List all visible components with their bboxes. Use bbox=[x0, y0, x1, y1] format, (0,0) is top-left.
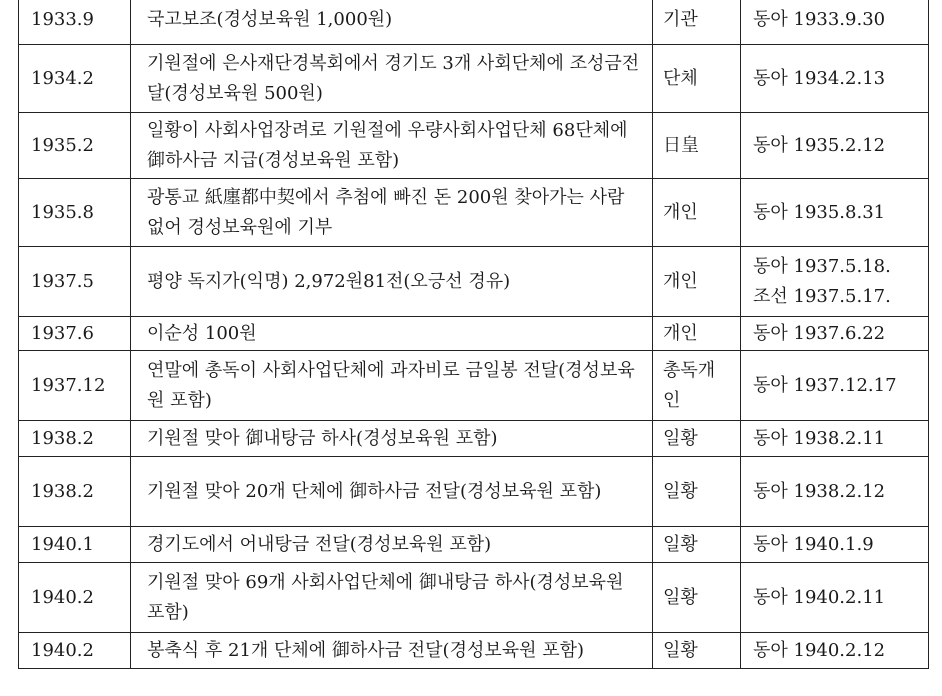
content-cell: 기원절 맞아 御내탕금 하사(경성보육원 포함) bbox=[131, 421, 653, 457]
table-row bbox=[19, 45, 929, 113]
table-row bbox=[19, 421, 929, 457]
date-cell: 1935.2 bbox=[19, 113, 131, 179]
date-cell: 1938.2 bbox=[19, 421, 131, 457]
source-line: 동아 1940.2.11 bbox=[753, 586, 886, 608]
source-line: 동아 1938.2.12 bbox=[753, 480, 886, 502]
source-cell bbox=[741, 247, 929, 317]
actor-cell: 일황 bbox=[653, 563, 741, 633]
source-cell bbox=[741, 527, 929, 563]
source-line: 동아 1937.5.18. bbox=[753, 255, 891, 277]
source-cell bbox=[741, 563, 929, 633]
source-line: 동아 1933.9.30 bbox=[753, 8, 886, 30]
content-cell: 기원절 맞아 69개 사회사업단체에 御내탕금 하사(경성보육원 포함) bbox=[131, 563, 653, 633]
source-cell bbox=[741, 457, 929, 527]
source-cell bbox=[741, 113, 929, 179]
actor-cell: 일황 bbox=[653, 421, 741, 457]
source-cell bbox=[741, 317, 929, 351]
source-line: 동아 1940.2.12 bbox=[753, 639, 886, 661]
source-cell bbox=[741, 179, 929, 247]
table-row bbox=[19, 247, 929, 317]
source-line: 동아 1938.2.11 bbox=[753, 427, 886, 449]
source-cell bbox=[741, 633, 929, 669]
content-cell: 국고보조(경성보육원 1,000원) bbox=[131, 0, 653, 45]
date-cell: 1940.2 bbox=[19, 563, 131, 633]
content-cell: 봉축식 후 21개 단체에 御하사금 전달(경성보육원 포함) bbox=[131, 633, 653, 669]
content-cell: 일황이 사회사업장려로 기원절에 우량사회사업단체 68단체에 御하사금 지급(경성보육원 포함) bbox=[131, 113, 653, 179]
content-cell: 광통교 紙廛都中契에서 추첨에 빠진 돈 200원 찾아가는 사람 없어 경성보육원에 기부 bbox=[131, 179, 653, 247]
actor-cell: 일황 bbox=[653, 457, 741, 527]
actor-cell: 개인 bbox=[653, 317, 741, 351]
date-cell: 1940.2 bbox=[19, 633, 131, 669]
date-cell: 1937.5 bbox=[19, 247, 131, 317]
content-cell: 기원절 맞아 20개 단체에 御하사금 전달(경성보육원 포함) bbox=[131, 457, 653, 527]
source-cell bbox=[741, 45, 929, 113]
source-line: 동아 1935.2.12 bbox=[753, 134, 886, 156]
content-cell: 경기도에서 어내탕금 전달(경성보육원 포함) bbox=[131, 527, 653, 563]
content-cell: 평양 독지가(익명) 2,972원81전(오긍선 경유) bbox=[131, 247, 653, 317]
table-row bbox=[19, 633, 929, 669]
actor-cell: 총독개인 bbox=[653, 351, 741, 421]
table-row bbox=[19, 0, 929, 45]
actor-cell: 개인 bbox=[653, 247, 741, 317]
actor-cell: 일황 bbox=[653, 633, 741, 669]
source-cell bbox=[741, 0, 929, 45]
actor-cell: 단체 bbox=[653, 45, 741, 113]
date-cell: 1935.8 bbox=[19, 179, 131, 247]
date-cell: 1940.1 bbox=[19, 527, 131, 563]
date-cell: 1933.9 bbox=[19, 0, 131, 45]
actor-cell: 기관 bbox=[653, 0, 741, 45]
table-row bbox=[19, 527, 929, 563]
table-row bbox=[19, 563, 929, 633]
source-cell bbox=[741, 351, 929, 421]
source-line: 동아 1940.1.9 bbox=[753, 533, 874, 555]
date-cell: 1937.12 bbox=[19, 351, 131, 421]
source-line: 동아 1937.6.22 bbox=[753, 322, 886, 344]
source-line: 동아 1935.8.31 bbox=[753, 201, 886, 223]
table-row bbox=[19, 351, 929, 421]
source-line: 조선 1937.5.17. bbox=[753, 285, 891, 307]
table-row bbox=[19, 179, 929, 247]
actor-cell: 일황 bbox=[653, 527, 741, 563]
date-cell: 1934.2 bbox=[19, 45, 131, 113]
source-cell bbox=[741, 421, 929, 457]
content-cell: 기원절에 은사재단경복회에서 경기도 3개 사회단체에 조성금전달(경성보육원 500원) bbox=[131, 45, 653, 113]
table-row bbox=[19, 113, 929, 179]
source-line: 동아 1934.2.13 bbox=[753, 67, 886, 89]
content-cell: 이순성 100원 bbox=[131, 317, 653, 351]
actor-cell: 日皇 bbox=[653, 113, 741, 179]
table-row bbox=[19, 317, 929, 351]
source-line: 동아 1937.12.17 bbox=[753, 374, 897, 396]
date-cell: 1937.6 bbox=[19, 317, 131, 351]
donation-records-table bbox=[18, 0, 929, 669]
content-cell: 연말에 총독이 사회사업단체에 과자비로 금일봉 전달(경성보육원 포함) bbox=[131, 351, 653, 421]
date-cell: 1938.2 bbox=[19, 457, 131, 527]
table-row bbox=[19, 457, 929, 527]
actor-cell: 개인 bbox=[653, 179, 741, 247]
